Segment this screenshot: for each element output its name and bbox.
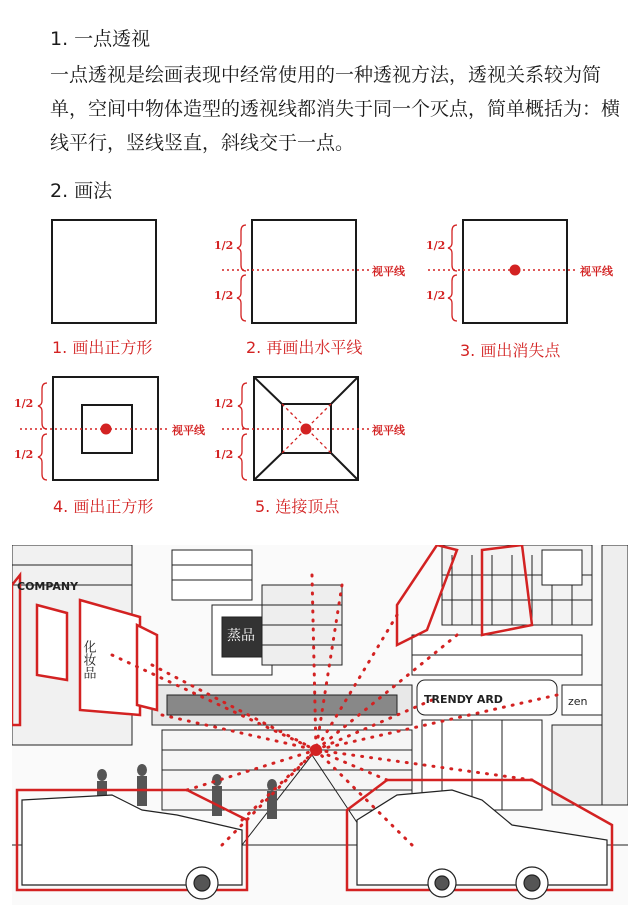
step-5-edge-tl: [254, 377, 282, 404]
step-2-brace-top: [237, 225, 246, 271]
step-4-brace-top: [38, 383, 47, 429]
perspective-steps-diagram: [0, 205, 640, 540]
step-2-half-bottom: 1/2: [214, 289, 234, 302]
step-1-caption: 1. 画出正方形: [52, 338, 153, 357]
step-4-half-top: 1/2: [14, 397, 34, 410]
section-2-heading: 2. 画法: [50, 180, 113, 202]
step-4-horizon-label: 视平线: [172, 424, 205, 437]
step-5-caption: 5. 连接顶点: [255, 497, 340, 516]
step-3-brace-top: [448, 225, 457, 271]
sign-zen: zen: [568, 695, 588, 708]
step-5-brace-bottom: [238, 434, 247, 480]
step-5-half-bottom: 1/2: [214, 448, 234, 461]
step-3-horizon-label: 视平线: [580, 265, 613, 278]
street-scene-svg: [12, 545, 628, 905]
step-5-half-top: 1/2: [214, 397, 234, 410]
sign-cosmetics: 化妆品: [80, 640, 96, 679]
step-4-brace-bottom: [38, 434, 47, 480]
steps-svg: [0, 205, 640, 540]
step-2-half-top: 1/2: [214, 239, 234, 252]
step-1-square: [52, 220, 156, 323]
step-4-half-bottom: 1/2: [14, 448, 34, 461]
step-5-vanishing-point: [301, 424, 312, 435]
step-2-square: [252, 220, 356, 323]
step-5-brace-top: [238, 383, 247, 429]
section-1-heading: 1. 一点透视: [50, 28, 151, 50]
step-4-caption: 4. 画出正方形: [53, 497, 154, 516]
step-2-horizon-label: 视平线: [372, 265, 405, 278]
step-5-edge-tr: [331, 377, 358, 404]
step-5-horizon-label: 视平线: [372, 424, 405, 437]
street-scene-illustration: [12, 545, 628, 905]
step-3-half-bottom: 1/2: [426, 289, 446, 302]
step-4-vanishing-point: [101, 424, 112, 435]
sign-trendy: TRENDY ARD: [424, 693, 503, 706]
step-3-brace-bottom: [448, 275, 457, 321]
intro-paragraph: 一点透视是绘画表现中经常使用的一种透视方法，透视关系较为简单，空间中物体造型的透视线都消失于同一个灭点，简单概括为：横线平行，竖线竖直，斜线交于一点。: [50, 64, 621, 154]
step-2-brace-bottom: [237, 275, 246, 321]
step-5-edge-br: [331, 453, 358, 480]
step-3-vanishing-point: [510, 265, 521, 276]
step-3-caption: 3. 画出消失点: [460, 341, 561, 360]
sign-company: COMPANY: [17, 580, 79, 593]
step-5-edge-bl: [254, 453, 282, 480]
sign-shop: 蒸品: [227, 628, 255, 644]
step-2-caption: 2. 再画出水平线: [246, 338, 363, 357]
step-3-half-top: 1/2: [426, 239, 446, 252]
